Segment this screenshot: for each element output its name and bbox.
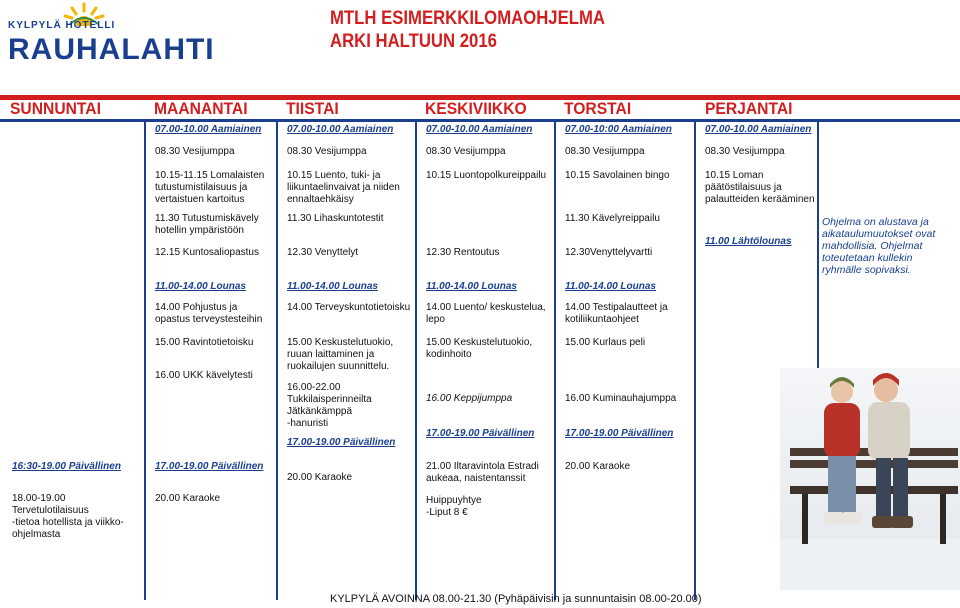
tuesday-dinner: 17.00-19.00 Päivällinen — [287, 437, 396, 448]
monday-walk: 11.30 Tutustumiskävely hotellin ympäristöön — [155, 213, 259, 236]
thursday-course: 15.00 Kurlaus peli — [565, 337, 646, 348]
day-header-sunday: SUNNUNTAI — [10, 99, 101, 118]
friday-lunch: 11.00 Lähtölounas — [705, 236, 792, 247]
tuesday-tradition: 16.00-22.00 Tukkilaisperinneilta Jätkänkämppä -hanuristi — [287, 382, 372, 429]
page-title: MTLH ESIMERKKILOMAOHJELMA — [330, 8, 605, 29]
thursday-feedback: 14.00 Testipalautteet ja kotiliikuntaohjeet — [565, 302, 668, 325]
wednesday-evening: 21.00 Iltaravintola Estradi aukeaa, naistentanssit — [426, 461, 539, 484]
wednesday-exercise: 16.00 Keppijumppa — [426, 393, 513, 404]
tuesday-test: 11.30 Lihaskuntotestit — [287, 213, 384, 224]
monday-dinner: 17.00-19.00 Päivällinen — [155, 461, 264, 472]
sunday-welcome: 18.00-19.00 Tervetulotilaisuus -tietoa hotellista ja viikko- ohjelmasta — [12, 493, 124, 540]
sunday-dinner: 16:30-19.00 Päivällinen — [12, 461, 121, 472]
tuesday-breakfast: 07.00-10.00 Aamiainen — [287, 124, 394, 135]
column-divider — [276, 122, 278, 600]
thursday-bingo: 10.15 Savolainen bingo — [565, 170, 670, 181]
thursday-stretch: 12.30Venyttelyvartti — [565, 247, 653, 258]
couple-bench-photo — [780, 368, 960, 590]
wednesday-discussion: 15.00 Keskustelutuokio, kodinhoito — [426, 337, 533, 360]
thursday-gym: 08.30 Vesijumppa — [565, 146, 645, 157]
tuesday-stretch: 12.30 Venyttelyt — [287, 247, 359, 258]
thursday-lunch: 11.00-14.00 Lounas — [565, 281, 656, 292]
column-divider — [415, 122, 417, 600]
tuesday-lecture: 10.15 Luento, tuki- ja liikuntaelinvaivat ja niiden ennaltaehkäisy — [287, 170, 400, 205]
wednesday-lunch: 11.00-14.00 Lounas — [426, 281, 517, 292]
wednesday-dinner: 17.00-19.00 Päivällinen — [426, 428, 535, 439]
monday-nutrition: 15.00 Ravintotietoisku — [155, 337, 254, 348]
tuesday-afternoon: 14.00 Terveyskuntotietoisku — [287, 302, 411, 313]
column-divider — [144, 122, 146, 600]
wednesday-gym: 08.30 Vesijumppa — [426, 146, 506, 157]
opening-hours-footer: KYLPYLÄ AVOINNA 08.00-21.30 (Pyhäpäivisin ja sunnuntaisin 08.00-20.00) — [330, 593, 702, 605]
monday-test: 16.00 UKK kävelytesti — [155, 370, 253, 381]
tuesday-evening: 20.00 Karaoke — [287, 472, 353, 483]
schedule-note: Ohjelma on alustava ja aikataulumuutokset ovat mahdollisia. Ohjelmat toteutetaan kullekin ryhmälle sopivaksi. — [822, 216, 936, 276]
monday-breakfast: 07.00-10.00 Aamiainen — [155, 124, 262, 135]
monday-lecture: 10.15-11.15 Lomalaisten tutustumistilaisuus ja vertaistuen kartoitus — [155, 170, 265, 205]
wednesday-afternoon: 14.00 Luento/ keskustelua, lepo — [426, 302, 546, 325]
friday-breakfast: 07.00-10.00 Aamiainen — [705, 124, 812, 135]
thursday-exercise: 16.00 Kuminauhajumppa — [565, 393, 677, 404]
logo-subtitle: KYLPYLÄ HOTELLI — [8, 20, 116, 31]
day-header-tuesday: TIISTAI — [286, 99, 339, 118]
day-header-thursday: TORSTAI — [564, 99, 632, 118]
page-subtitle: ARKI HALTUUN 2016 — [330, 31, 497, 52]
wednesday-show: Huippuyhtye -Liput 8 € — [426, 495, 482, 518]
friday-gym: 08.30 Vesijumppa — [705, 146, 785, 157]
wednesday-breakfast: 07.00-10.00 Aamiainen — [426, 124, 533, 135]
wednesday-relax: 12.30 Rentoutus — [426, 247, 500, 258]
thursday-evening: 20.00 Karaoke — [565, 461, 631, 472]
thursday-breakfast: 07.00-10:00 Aamiainen — [565, 124, 672, 135]
column-divider — [694, 122, 696, 600]
day-header-monday: MAANANTAI — [154, 99, 248, 118]
column-divider — [554, 122, 556, 600]
thursday-dinner: 17.00-19.00 Päivällinen — [565, 428, 674, 439]
friday-closing: 10.15 Loman päätöstilaisuus ja palautteiden kerääminen — [705, 170, 815, 205]
monday-course: 12.15 Kuntosaliopastus — [155, 247, 259, 258]
wednesday-hike: 10.15 Luontopolkureippailu — [426, 170, 547, 181]
tuesday-lunch: 11.00-14.00 Lounas — [287, 281, 378, 292]
monday-evening: 20.00 Karaoke — [155, 493, 221, 504]
tuesday-discussion: 15.00 Keskustelutuokio, ruuan laittaminen ja ruokailujen suunnittelu. — [287, 337, 394, 372]
thursday-walk: 11.30 Kävelyreippailu — [565, 213, 660, 224]
monday-afternoon: 14.00 Pohjustus ja opastus terveystesteihin — [155, 302, 263, 325]
monday-lunch: 11.00-14.00 Lounas — [155, 281, 246, 292]
tuesday-gym: 08.30 Vesijumppa — [287, 146, 367, 157]
day-header-wednesday: KESKIVIIKKO — [425, 99, 527, 118]
day-header-friday: PERJANTAI — [705, 99, 793, 118]
logo-title: RAUHALAHTI — [8, 33, 215, 66]
column-divider — [817, 122, 819, 368]
monday-gym: 08.30 Vesijumppa — [155, 146, 235, 157]
